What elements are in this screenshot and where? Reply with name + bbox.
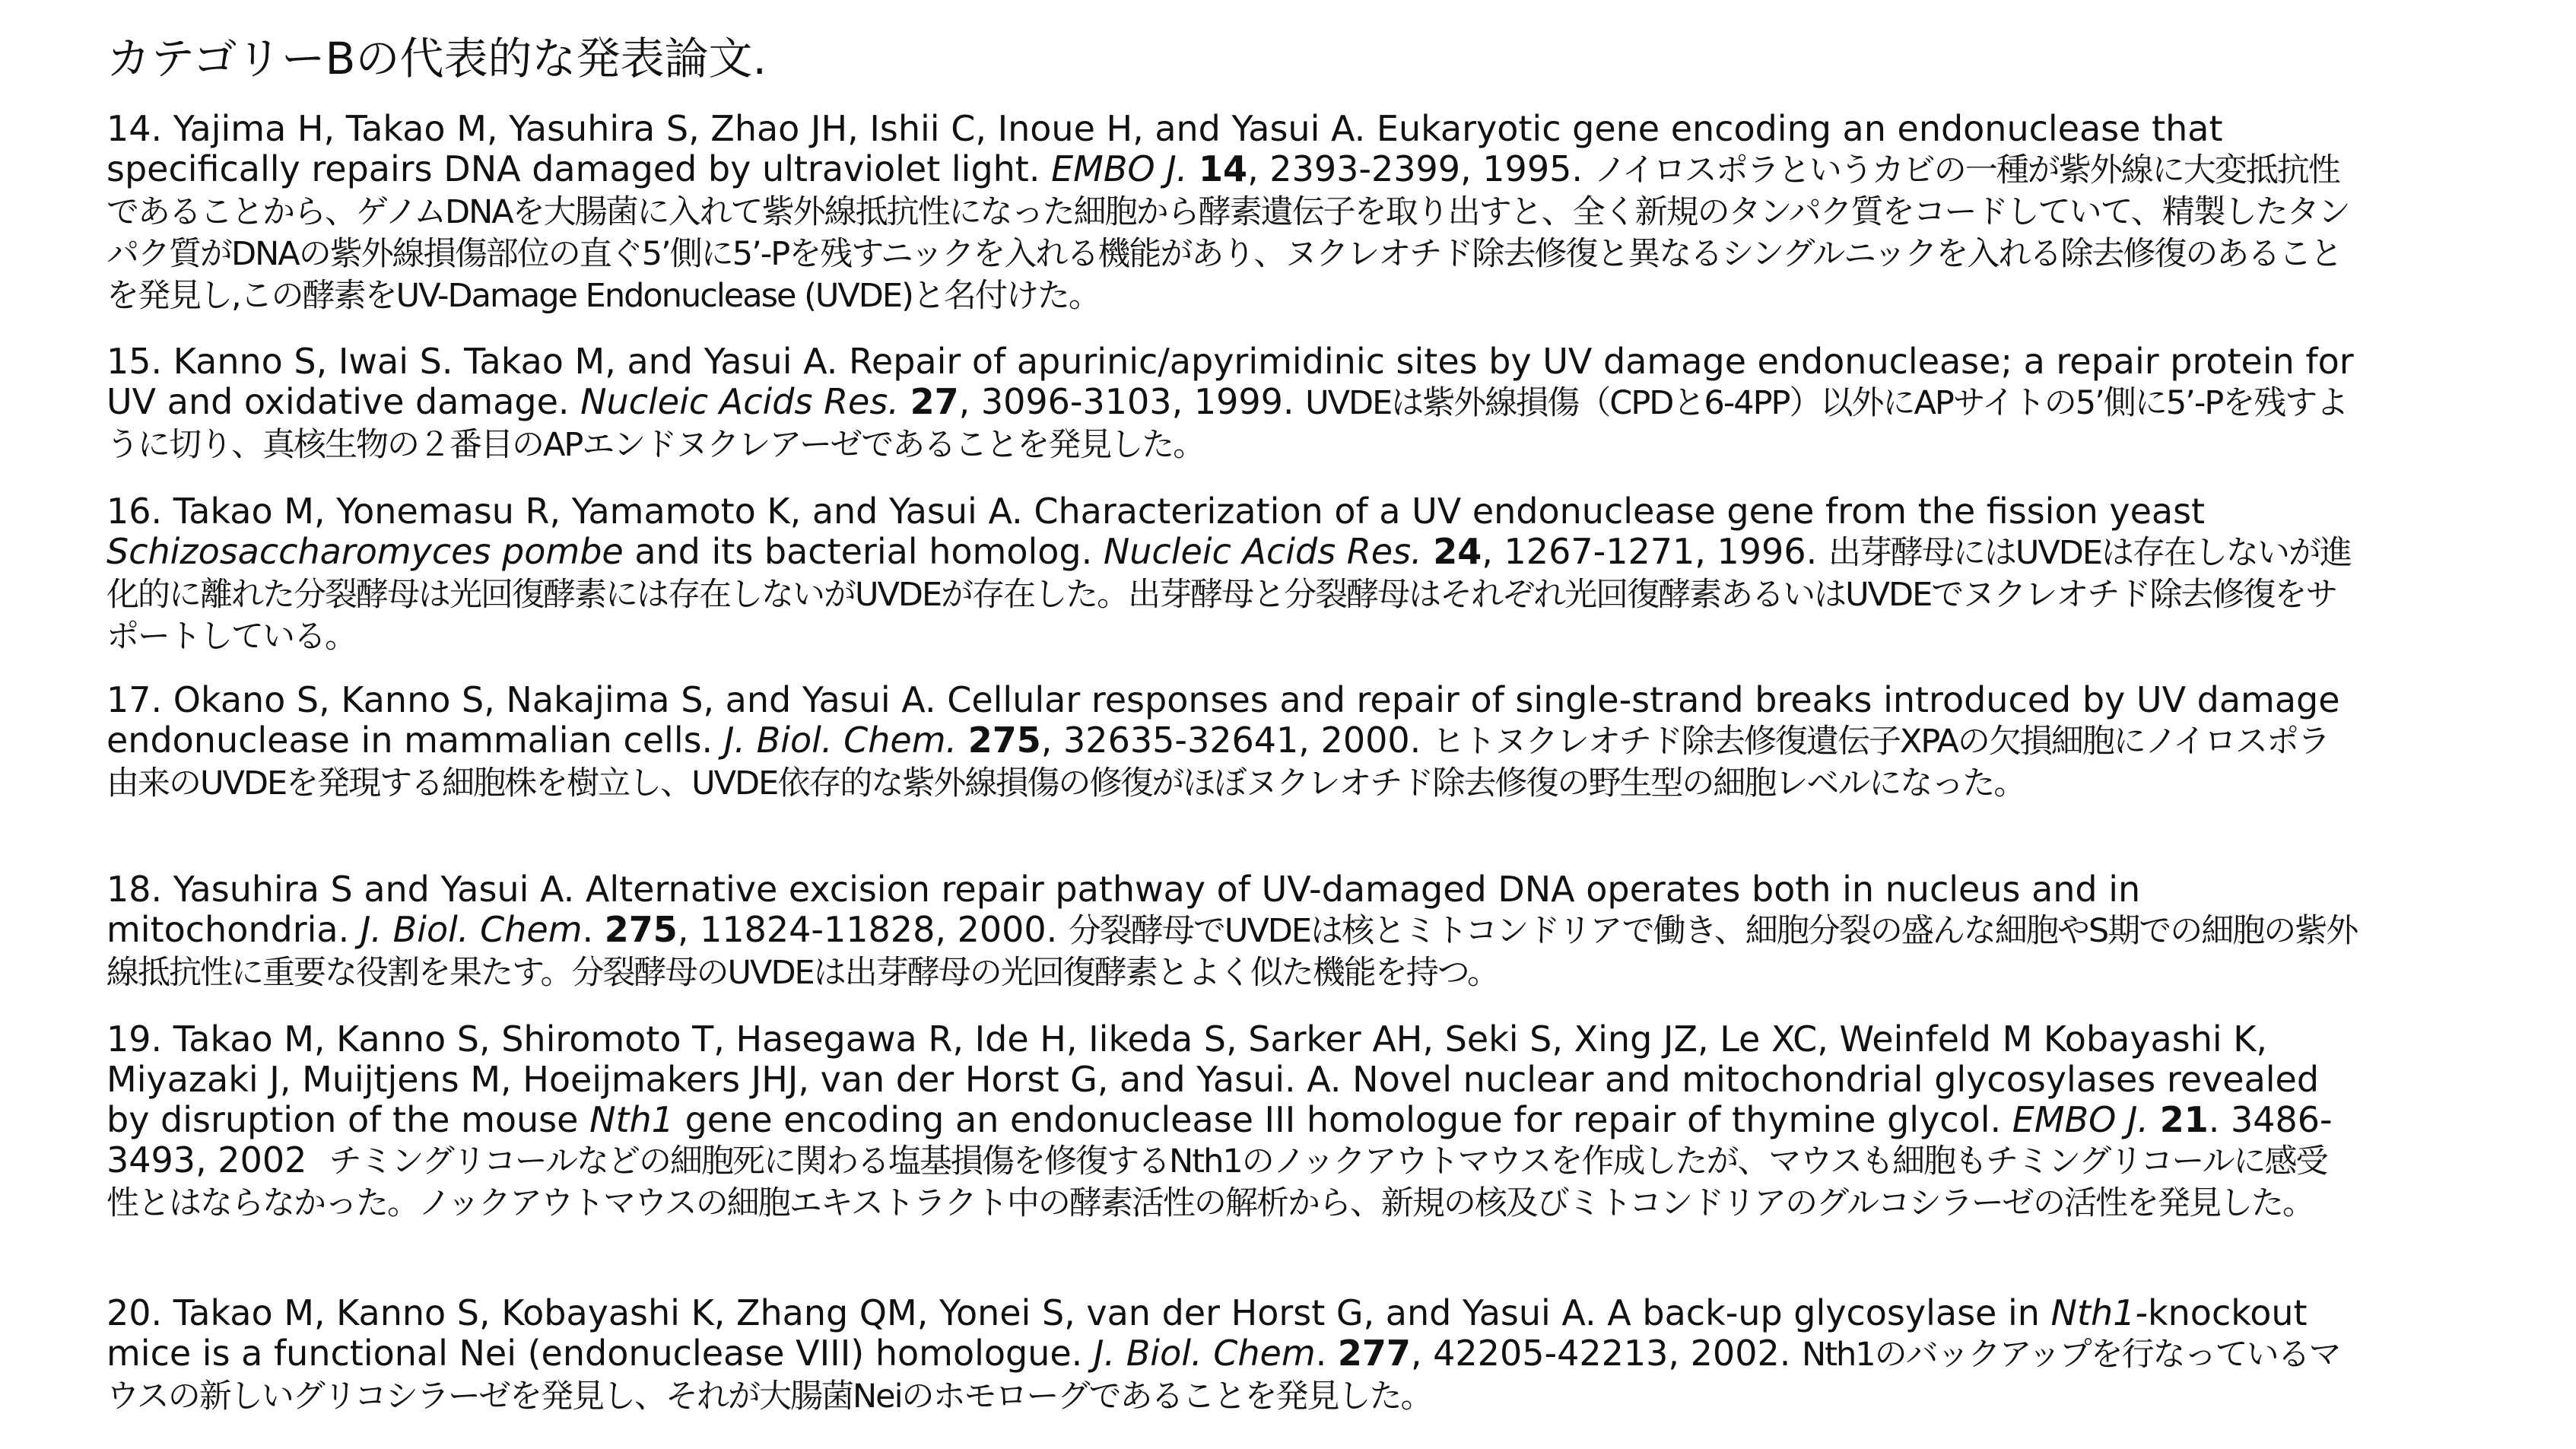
ref-15-authors: 15. Kanno S, Iwai S. Takao M, and Yasui A. Repair of apurinic/apyrimidinic sites by UV damage endonuclease; a repair protein for UV and oxidative damage. (106, 341, 2354, 422)
ref-16-note: 出芽酵母にはUVDEは存在しないが進化的に離れた分裂酵母は光回復酵素には存在しないがUVDEが存在した。出芽酵母と分裂酵母はそれぞれ光回復酵素あるいはUVDEでヌクレオチド除去修復をサポートしている。 (106, 534, 2352, 656)
ref-19-gene: Nth1 (589, 1099, 674, 1140)
ref-16-journal: Nucleic Acids Res. (1103, 531, 1422, 572)
ref-15-pages: , 3096-3103, 1999. (958, 381, 1294, 422)
page-title: カテゴリーBの代表的な発表論文. (106, 33, 767, 84)
ref-20-gene: Nth1- (2050, 1292, 2148, 1333)
reference-16 (106, 491, 2358, 657)
ref-14-pages: , 2393-2399, 1995. (1247, 148, 1583, 189)
ref-20-authors-a: 20. Takao M, Kanno S, Kobayashi K, Zhang QM, Yonei S, van der Horst G, and Yasui A. A back-up glycosylase in (106, 1292, 2040, 1333)
reference-19 (106, 1019, 2358, 1224)
ref-17-journal: J. Biol. Chem. (723, 720, 958, 761)
ref-19-authors-b: gene encoding an endonuclease III homologue for repair of thymine glycol. (684, 1099, 2002, 1140)
reference-18: 18. Yasuhira S and Yasui A. Alternative excision repair pathway of UV-damaged DNA operates both in nucleus and in mitochondria. J. Biol. Chem. 275, 11824-11828, 2000. 分裂酵母でUVDEは核とミトコンドリアで働き、細胞分裂の盛んな細胞やS期での細胞の紫外線抵抗性に重要な役割を果たす。分裂酵母のUVDEは出芽酵母の光回復酵素とよく似た機能を持つ。 (106, 869, 2358, 992)
ref-20-journal: J. Biol. Chem (1093, 1333, 1316, 1374)
reference-17 (106, 680, 2358, 804)
ref-18-journal: J. Biol. Chem (360, 909, 583, 950)
ref-15-note: UVDEは紫外線損傷（CPDと6-4PP）以外にAPサイトの5’側に5’-Pを残すように切り、真核生物の２番目のAPエンドヌクレアーゼであることを発見した。 (106, 384, 2348, 464)
ref-16-authors-a: 16. Takao M, Yonemasu R, Yamamoto K, and Yasui A. Characterization of a UV endonuclease gene from the fission yeast (106, 491, 2206, 532)
ref-20-volume: 277 (1337, 1333, 1411, 1374)
reference-14 (106, 109, 2358, 316)
ref-18-pages: , 11824-11828, 2000. (677, 909, 1058, 950)
reference-15 (106, 342, 2358, 466)
ref-19-note: チミングリコールなどの細胞死に関わる塩基損傷を修復するNth1のノックアウトマウスを作成したが、マウスも細胞もチミングリコールに感受性とはならなかった。ノックアウトマウスの細胞エキストラクト中の酵素活性の解析から、新規の核及びミトコンドリアのグルコシラーゼの活性を発見した。 (106, 1142, 2327, 1222)
ref-17-pages: , 32635-32641, 2000. (1040, 720, 1421, 761)
ref-19-authors-a: 19. Takao M, Kanno S, Shiromoto T, Hasegawa R, Ide H, Iikeda S, Sarker AH, Seki S, Xing JZ, Le XC, Weinfeld M Kobayashi K, Miyazaki J, Muijtjens M, Hoeijmakers JHJ, van der Horst G, and Yasui. A. Novel nuclear and mitochondrial glycosylases revealed by disruption of the mouse (106, 1018, 2320, 1140)
ref-16-authors-b: and its bacterial homolog. (634, 531, 1093, 572)
ref-15-volume: 27 (910, 381, 959, 422)
reference-20: 20. Takao M, Kanno S, Kobayashi K, Zhang QM, Yonei S, van der Horst G, and Yasui A. A back-up glycosylase in Nth1-knockout mice is a functional Nei (endonuclease VIII) homologue. J. Biol. Chem. 277, 42205-42213, 2002. Nth1のバックアップを行なっているマウスの新しいグリコシラーゼを発見し、それが大腸菌Neiのホモローグであることを発見した。 (106, 1292, 2340, 1416)
ref-20-pages: , 42205-42213, 2002. (1410, 1333, 1791, 1374)
ref-20-authors-b: knockout mice is a functional Nei (endonuclease VIII) homologue. (106, 1292, 2308, 1374)
ref-18-note: 分裂酵母でUVDEは核とミトコンドリアで働き、細胞分裂の盛んな細胞やS期での細胞の紫外線抵抗性に重要な役割を果たす。分裂酵母のUVDEは出芽酵母の光回復酵素とよく似た機能を持つ。 (106, 912, 2358, 992)
ref-16-species: Schizosaccharomyces pombe (106, 531, 624, 572)
ref-16-volume: 24 (1433, 531, 1482, 572)
ref-14-volume: 14 (1199, 148, 1248, 189)
ref-18-authors: 18. Yasuhira S and Yasui A. Alternative excision repair pathway of UV-damaged DNA operates both in nucleus and in mitochondria. (106, 869, 2141, 950)
ref-19-pages: . 3486-3493, 2002 (106, 1099, 2333, 1180)
ref-17-authors: 17. Okano S, Kanno S, Nakajima S, and Yasui A. Cellular responses and repair of single-strand breaks introduced by UV damage endonuclease in mammalian cells. (106, 679, 2340, 761)
ref-19-volume: 21 (2159, 1099, 2209, 1140)
ref-20-note: Nth1のバックアップを行なっているマウスの新しいグリコシラーゼを発見し、それが大腸菌Neiのホモローグであることを発見した。 (106, 1336, 2340, 1416)
ref-16-pages: , 1267-1271, 1996. (1482, 531, 1818, 572)
ref-14-journal: EMBO J. (1051, 148, 1188, 189)
ref-19-journal: EMBO J. (2012, 1099, 2149, 1140)
ref-18-volume: 275 (604, 909, 678, 950)
ref-14-authors: 14. Yajima H, Takao M, Yasuhira S, Zhao JH, Ishii C, Inoue H, and Yasui A. Eukaryotic gene encoding an endonuclease that specifically repairs DNA damaged by ultraviolet light. (106, 108, 2223, 189)
ref-15-journal: Nucleic Acids Res. (580, 381, 899, 422)
ref-17-volume: 275 (967, 720, 1041, 761)
ref-14-note: ノイロスポラというカビの一種が紫外線に大変抵抗性であることから、ゲノムDNAを大腸菌に入れて紫外線抵抗性になった細胞から酵素遺伝子を取り出すと、全く新規のタンパク質をコードしていて、精製したタンパク質がDNAの紫外線損傷部位の直ぐ5’側に5’-Pを残すニックを入れる機能があり、ヌクレオチド除去修復と異なるシングルニックを入れる除去修復のあることを発見し,この酵素をUV-Damage Endonuclease (UVDE)と名付けた。 (106, 151, 2349, 315)
ref-17-note: ヒトヌクレオチド除去修復遺伝子XPAの欠損細胞にノイロスポラ由来のUVDEを発現する細胞株を樹立し、UVDE依存的な紫外線損傷の修復がほぼヌクレオチド除去修復の野生型の細胞レベルになった。 (106, 723, 2330, 802)
